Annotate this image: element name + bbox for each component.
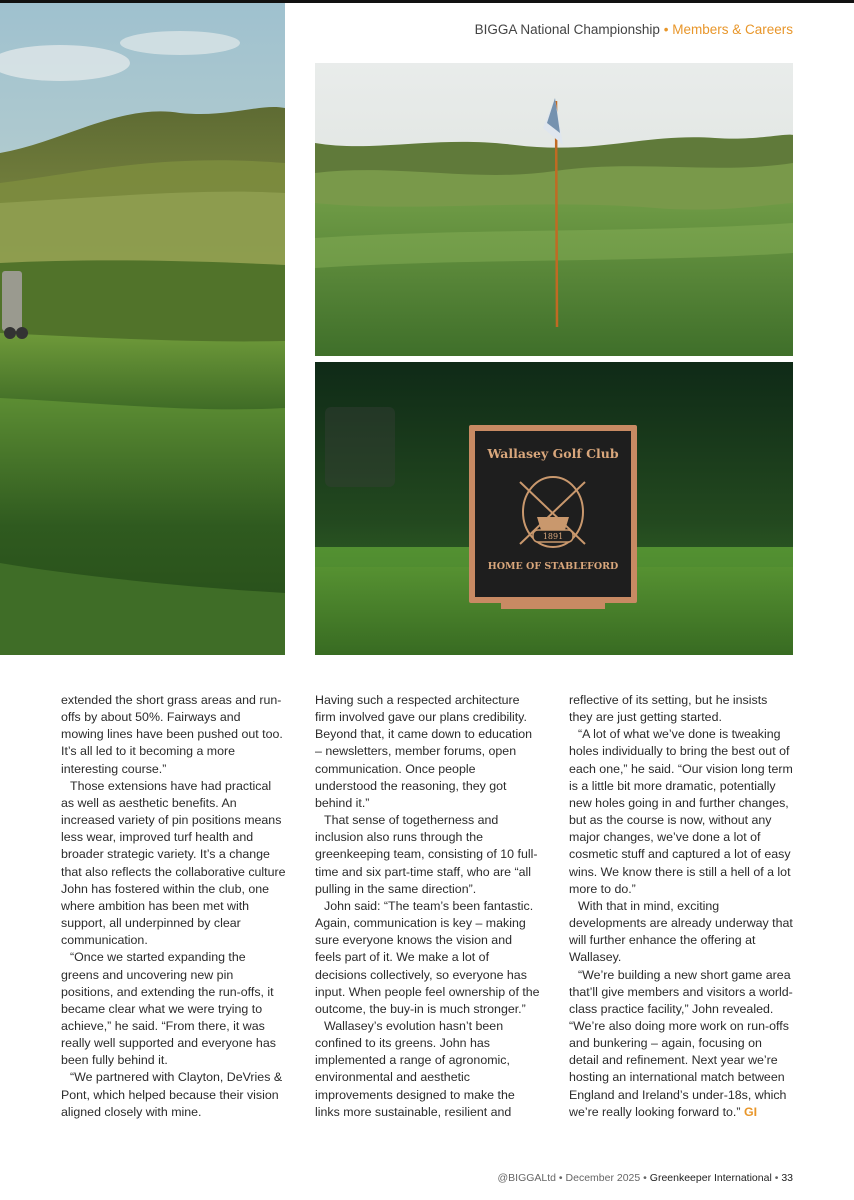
paragraph: “A lot of what we’ve done is tweaking holes individually to bring the best out of each one,” he said. “Our vision long term is a little bit more dramatic, potentially new holes going in and further changes, but as the course is now, without any major changes, we’ve done a lot of cosmetic stuff and captured a lot of easy wins. We know there is still a hell of a lot more to do.”: [569, 727, 793, 896]
running-header: [475, 22, 793, 37]
paragraph: [569, 967, 794, 1121]
paragraph-text: “We’re building a new short game area that’ll give members and visitors a world-class practice facility,” John revealed. “We’re also doing more work on run-offs and bunkering – again, focusing on detail and refinement. Next year we’re hosting an international match between England and Ireland’s under-18s, which we’re really looking forward to.”: [569, 967, 793, 1119]
paragraph: “Once we started expanding the greens and uncovering new pin positions, and extending the run-offs, it became clear what we were trying to achieve,” he said. “From there, it was really well supported and everyone has been fully behind it.: [61, 950, 276, 1068]
paragraph: “We partnered with Clayton, DeVries & Pont, which helped because their vision aligned closely with mine.: [61, 1070, 283, 1119]
article-column-2: [315, 692, 540, 1121]
links-landscape-photo: [0, 3, 285, 655]
header-section: BIGGA National Championship: [474, 22, 660, 37]
footer-separator: •: [774, 1172, 779, 1184]
article-column-1: [61, 692, 286, 1121]
paragraph: reflective of its setting, but he insists they are just getting started.: [569, 693, 768, 725]
paragraph: extended the short grass areas and run-offs by about 50%. Fairways and mowing lines have been pushed out too. It’s all led to it becoming a more interesting course.”: [61, 693, 283, 776]
footer-separator: •: [643, 1172, 647, 1184]
page-number: 33: [781, 1172, 793, 1184]
paragraph: Those extensions have had practical as well as aesthetic benefits. An increased variety of pin positions means less wear, improved turf health and broader strategic variety. It’s a change that also reflects the collaborative culture John has fostered within the club, one where ambition has been met with support, all underpinned by clear communication.: [61, 778, 286, 948]
header-category: Members & Careers: [672, 22, 793, 37]
paragraph: With that in mind, exciting developments are already underway that will further enhance the offering at Wallasey.: [569, 898, 793, 965]
paragraph: That sense of togetherness and inclusion also runs through the greenkeeping team, consisting of 10 full-time and six part-time staff, who are “all pulling in the same direction”.: [315, 813, 538, 896]
page-footer: [497, 1172, 793, 1184]
paragraph: John said: “The team’s been fantastic. Again, communication is key – making sure everyone knows the vision and feels part of it. We make a lot of decisions collectively, so everyone has input. When people feel ownership of the outcome, the buy-in is much stronger.”: [315, 898, 540, 1016]
club-plaque-photo: [315, 362, 793, 655]
plaque-title: Wallasey Golf Club: [487, 446, 619, 461]
end-mark: GI: [743, 1104, 758, 1119]
footer-magazine: Greenkeeper International: [649, 1172, 772, 1184]
footer-date: December 2025: [565, 1172, 641, 1184]
header-separator: •: [663, 22, 669, 37]
plaque-year: 1891: [542, 532, 564, 541]
paragraph: Having such a respected architecture firm involved gave our plans credibility. Beyond that, it came down to education – newsletters, member forums, open communication. Once people understood the reasoning, they got behind it.”: [315, 693, 532, 810]
paragraph: Wallasey’s evolution hasn’t been confined to its greens. John has implemented a range of agronomic, environmental and aesthetic improvements designed to make the links more sustainable, resilient and: [315, 1018, 515, 1119]
flag-green-photo: [315, 63, 793, 356]
footer-handle: @BIGGALtd: [497, 1172, 556, 1184]
article-column-3: [569, 692, 794, 1121]
footer-separator: •: [558, 1172, 563, 1184]
plaque-subtitle: HOME OF STABLEFORD: [487, 561, 619, 572]
